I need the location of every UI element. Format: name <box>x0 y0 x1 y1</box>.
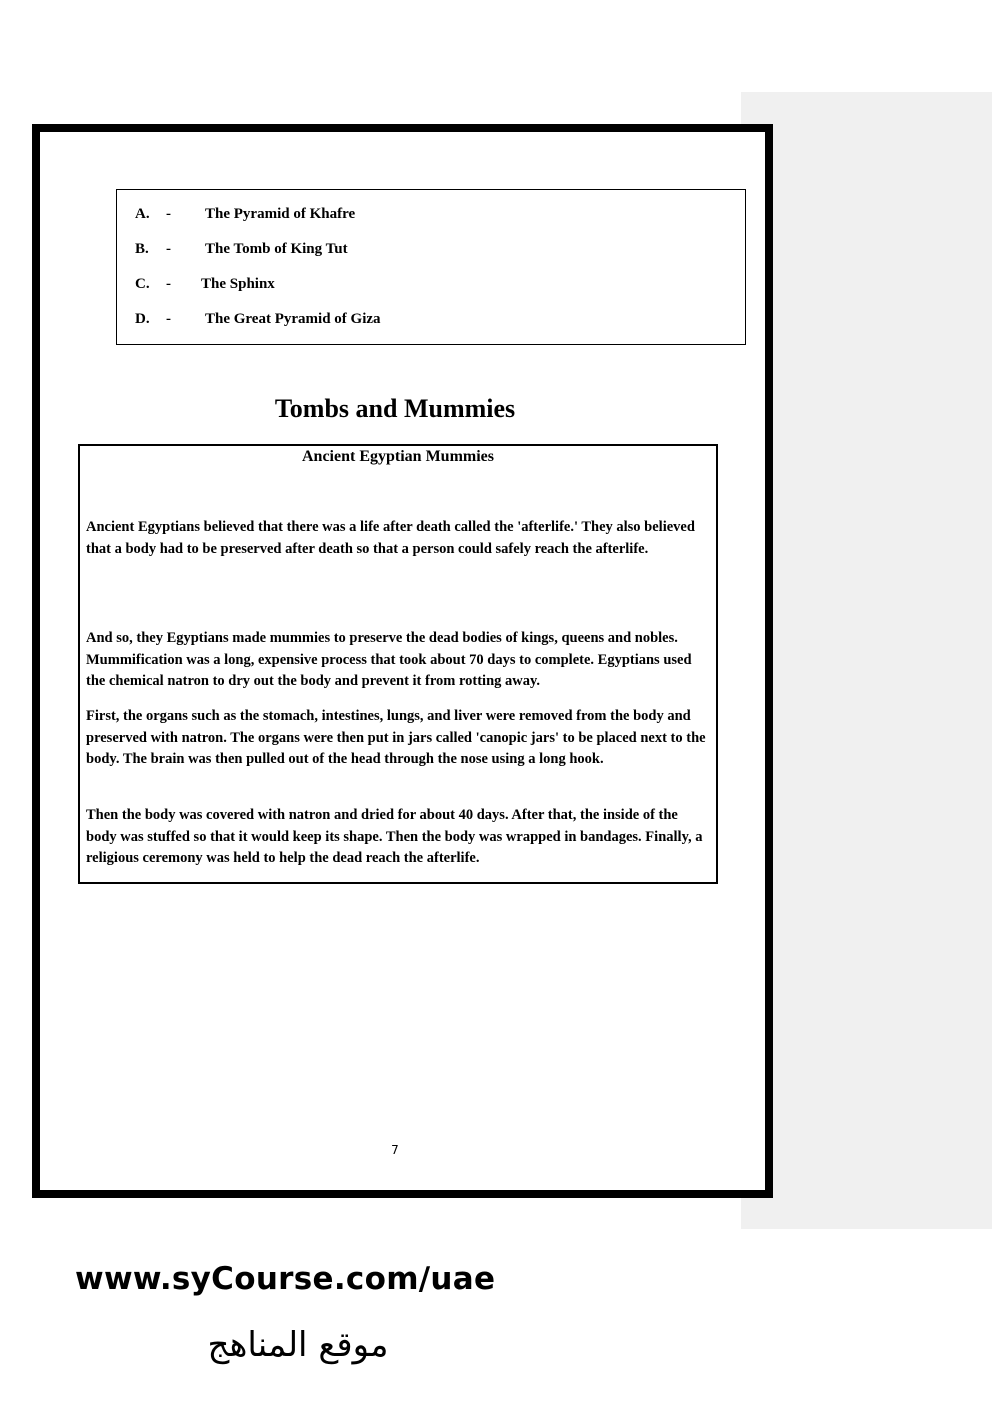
section-title: Tombs and Mummies <box>274 394 516 423</box>
passage-paragraph: Then the body was covered with natron and dried for about 40 days. After that, the inside of the body was stuffed so that it would keep its shape. Then the body was wrapped in bandages. Finally, a religious ceremony was held to help the dead reach the afterlife. <box>86 807 703 866</box>
option-text: The Pyramid of Khafre <box>205 206 356 222</box>
option-text: The Sphinx <box>201 276 275 292</box>
site-url-watermark: www.syCourse.com/uae <box>75 1261 496 1297</box>
option-letter: A. <box>135 206 150 222</box>
passage-box <box>78 444 718 884</box>
option-dash: - <box>166 206 171 222</box>
option-text: The Great Pyramid of Giza <box>205 311 381 327</box>
option-letter: B. <box>135 241 149 257</box>
passage-paragraph: And so, they Egyptians made mummies to preserve the dead bodies of kings, queens and nobles. Mummification was a long, expensive process that took about 70 days to complete. Egyptians used the chemical natron to dry out the body and prevent it from rotting away. <box>86 630 692 689</box>
option-dash: - <box>166 311 171 327</box>
option-letter: D. <box>135 311 150 327</box>
passage-paragraph: First, the organs such as the stomach, intestines, lungs, and liver were removed from the body and preserved with natron. The organs were then put in jars called 'canopic jars' to be placed next to the body. The brain was then pulled out of the head through the nose using a long hook. <box>86 708 706 767</box>
page-number: 7 <box>391 1143 399 1157</box>
option-text: The Tomb of King Tut <box>205 241 348 257</box>
option-dash: - <box>166 276 171 292</box>
passage-paragraph: Ancient Egyptians believed that there was a life after death called the 'afterlife.' They also believed that a body had to be preserved after death so that a person could safely reach the afterlife. <box>86 519 695 557</box>
site-name-arabic: موقع المناهج <box>207 1325 389 1365</box>
answer-options-box <box>116 189 746 345</box>
comment-margin <box>741 92 992 1229</box>
option-dash: - <box>166 241 171 257</box>
option-letter: C. <box>135 276 150 292</box>
passage-title: Ancient Egyptian Mummies <box>302 448 494 465</box>
